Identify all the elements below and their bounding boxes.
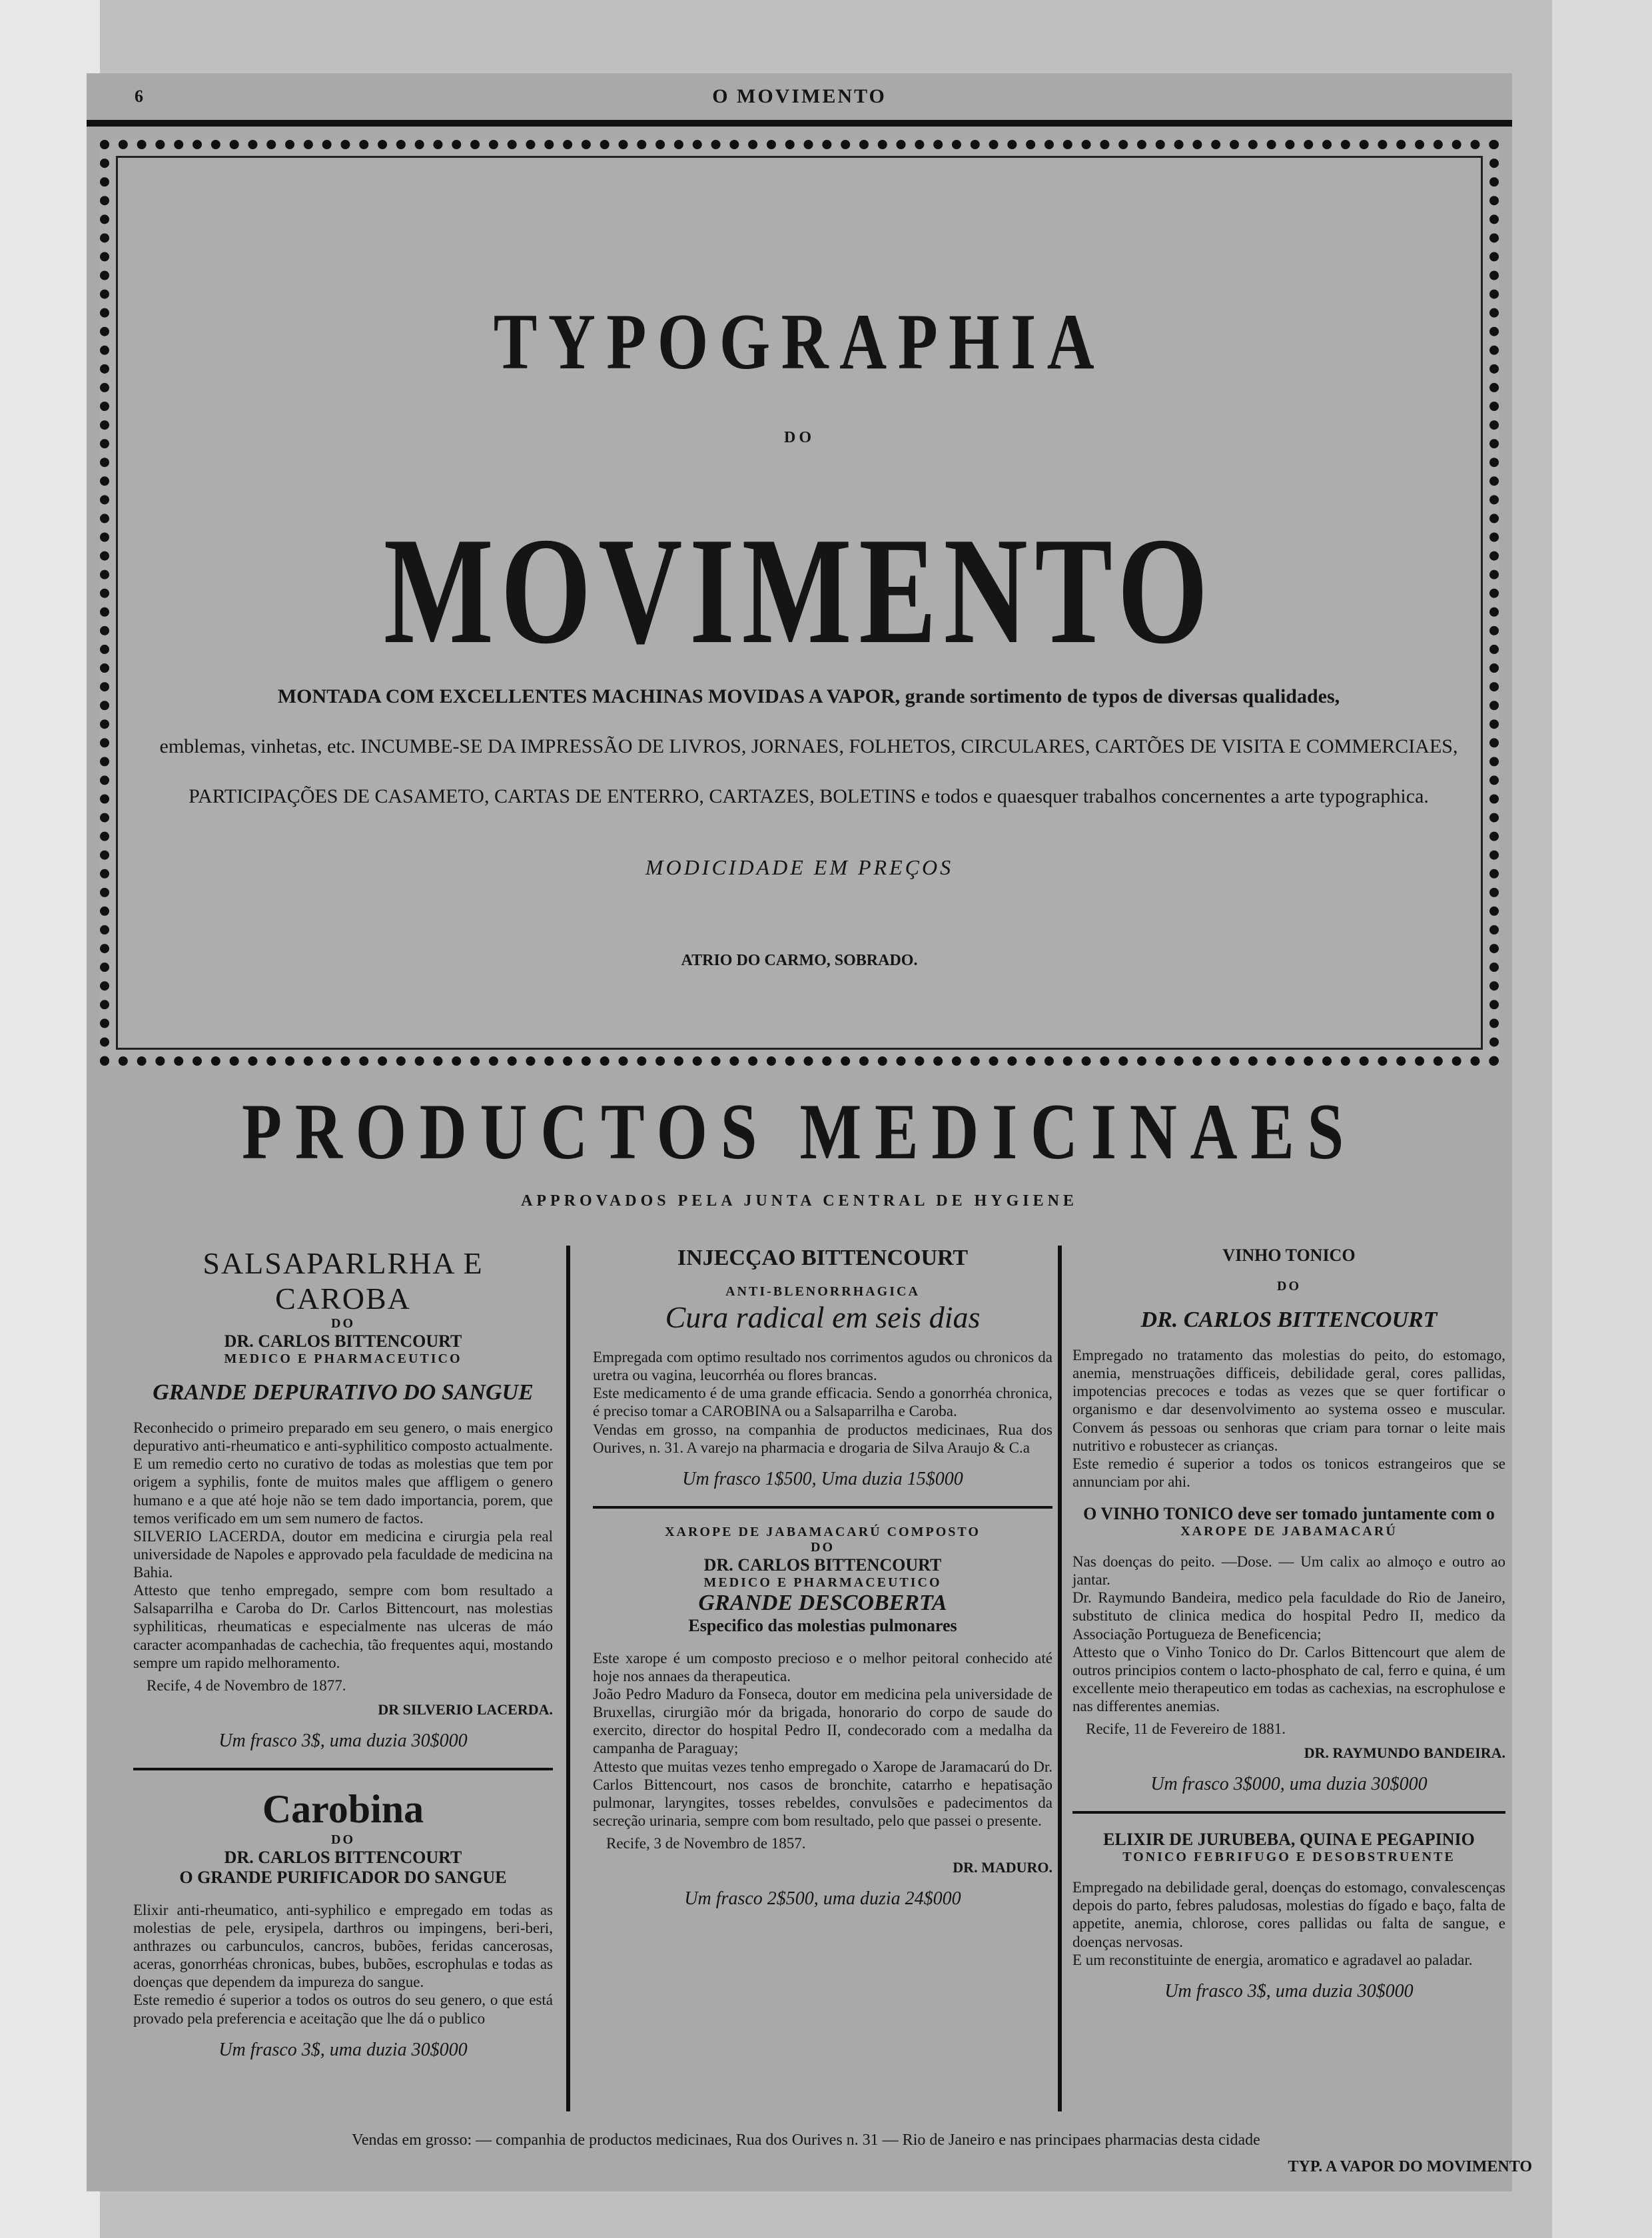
- xarope-doctor: DR. CARLOS BITTENCOURT: [703, 1555, 942, 1575]
- vinho-body-2: Este remedio é superior a todos os tonicos estrangeiros que se annunciam por ahi.: [1072, 1455, 1505, 1490]
- vinho-body-5: Attesto que o Vinho Tonico do Dr. Carlos Bittencourt que alem de outros principios contem o lacto-phosphato de cal, ferro e quina, é um excellente meio therapeutico em todas as cachexias, na escrophulose e nas differentes anemias.: [1072, 1643, 1505, 1714]
- elixir-body-2: E um reconstituinte de energia, aromatico e agradavel ao paladar.: [1072, 1951, 1473, 1968]
- elixir-sub: TONICO FEBRIFUGO E DESOBSTRUENTE: [1122, 1850, 1455, 1865]
- vinho-body-1: Empregado no tratamento das molestias do peito, do estomago, anemia, menstruações difficeis, debilidade geral, cores pallidas, impotencias precoces e todas as vezes que se quer fortificar o organismo e dar desenvolvimento ao systema osseo e muscular. Convem ás pessoas ou senhoras que criam para tornar o leite mais nutritivo e robustecer as crianças.: [1072, 1347, 1505, 1454]
- ad-do: DO: [784, 429, 815, 446]
- injeccao-title: INJECÇAO BITTENCOURT: [677, 1246, 969, 1270]
- footer-imprint: TYP. A VAPOR DO MOVIMENTO: [1288, 2158, 1532, 2175]
- footer-text: Vendas em grosso: — companhia de productos medicinaes, Rua dos Ourives n. 31 — Rio de Janeiro e nas principaes pharmacias desta cidade: [352, 2131, 1260, 2149]
- xarope-body-2: João Pedro Maduro da Fonseca, doutor em medicina pela universidade de Bruxellas, cirurgião mór da brigada, honorario do corpo de saude do exercito, director do hospital Pedro II, condecorado com a medalha da campanha de Paraguay;: [593, 1686, 1052, 1757]
- vinho-note-2: XAROPE DE JABAMACARÚ: [1180, 1524, 1398, 1539]
- carobina-subtitle: O GRANDE PURIFICADOR DO SANGUE: [179, 1867, 507, 1887]
- ad-title: TYPOGRAPHIA: [493, 297, 1106, 386]
- carobina-body-2: Este remedio é superior a todos os outros do seu genero, o que está provado pela preferencia e aceitação que lhe dá o publico: [133, 1992, 553, 2027]
- vinho-doctor: DR. CARLOS BITTENCOURT: [1140, 1307, 1438, 1332]
- xarope-do: DO: [811, 1539, 835, 1555]
- salsa-body-3: Attesto que tenho empregado, sempre com bom resultado a Salsaparrilha e Caroba do Dr. Carlos Bittencourt, nas molestias syphiliticas, rheumaticas e especialmente nas ulceras de máo caracter acompanhadas de cachechia, tão frequentes aqui, mostando sempre um rapido melhoramento.: [133, 1582, 553, 1671]
- running-head: O MOVIMENTO: [712, 85, 887, 107]
- scan-margin-right: [1552, 0, 1652, 2238]
- injeccao-script: Cura radical em seis dias: [665, 1300, 981, 1334]
- column-rule-2: [1058, 1246, 1062, 2111]
- carobina-price: Um frasco 3$, uma duzia 30$000: [218, 2039, 468, 2060]
- injeccao-sub: ANTI-BLENORRHAGICA: [725, 1284, 920, 1299]
- ad-address: ATRIO DO CARMO, SOBRADO.: [681, 952, 918, 969]
- carobina-title: Carobina: [262, 1786, 424, 1831]
- vinho-note: O VINHO TONICO deve ser tomado juntamente com o: [1083, 1504, 1495, 1523]
- salsa-place: Recife, 4 de Novembro de 1877.: [147, 1677, 346, 1694]
- carobina-do: DO: [331, 1832, 355, 1847]
- xarope-title: XAROPE DE JABAMACARÚ COMPOSTO: [665, 1524, 981, 1539]
- injeccao-body-1: Empregada com optimo resultado nos corrimentos agudos ou chronicos da uretra ou vagina, leucorrhéa ou flores brancas.: [593, 1349, 1052, 1384]
- xarope-body-3: Attesto que muitas vezes tenho empregado o Xarope de Jaramacarú do Dr. Carlos Bittencourt, nos casos de bronchite, catarrho e hepatisação pulmonar, laryngites, tosses rebeldes, convulsões e padecimentos da secreção urinaria, sempre com bom resultado, pelo que passei o presente.: [593, 1758, 1052, 1829]
- carobina-body-1: Elixir anti-rheumatico, anti-syphilico e empregado em todas as molestias de pele, erysipela, darthros ou impingens, beri-beri, anthrazes ou carbunculos, cancros, bubões, feridas cancerosas, aceras, gonorrhéas chronicas, bubes, bubões, escrophulas e todas as doenças que dependem da impureza do sangue.: [133, 1901, 553, 1991]
- page-number: 6: [135, 87, 143, 106]
- salsa-doctor: DR. CARLOS BITTENCOURT: [224, 1331, 462, 1351]
- ad-modicidade: MODICIDADE EM PREÇOS: [645, 855, 954, 879]
- elixir-body-1: Empregado na debilidade geral, doenças do estomago, convalescenças depois do parto, febres paludosas, molestias do fígado e baço, falta de appetite, anemia, chlorose, cores pallidas ou falta de sangue, e doenças nervosas.: [1072, 1879, 1505, 1950]
- products-subtitle: APPROVADOS PELA JUNTA CENTRAL DE HYGIENE: [521, 1192, 1078, 1210]
- elixir-title: ELIXIR DE JURUBEBA, QUINA E PEGAPINIO: [1103, 1830, 1475, 1850]
- injeccao-body-2: Este medicamento é de uma grande efficacia. Sendo a gonorrhéa chronica, é preciso tomar a CAROBINA ou a Salsaparrilha e Caroba.: [593, 1385, 1052, 1420]
- xarope-place: Recife, 3 de Novembro de 1857.: [606, 1835, 806, 1852]
- elixir-price: Um frasco 3$, uma duzia 30$000: [1164, 1980, 1414, 2002]
- salsa-role: MEDICO E PHARMACEUTICO: [224, 1351, 462, 1366]
- vinho-body-4: Dr. Raymundo Bandeira, medico pela faculdade do Rio de Janeiro, substituto de clinica medica do hospital Pedro II, medico da Associação Portugueza de Beneficencia;: [1072, 1589, 1505, 1643]
- vinho-signature: DR. RAYMUNDO BANDEIRA.: [1304, 1744, 1505, 1762]
- column-salsaparrilha: [133, 1246, 553, 2171]
- column-vinho: [1072, 1246, 1505, 2171]
- xarope-price: Um frasco 2$500, uma duzia 24$000: [684, 1888, 961, 1909]
- vinho-price: Um frasco 3$000, uma duzia 30$000: [1150, 1774, 1428, 1795]
- xarope-role: MEDICO E PHARMACEUTICO: [703, 1575, 942, 1590]
- salsa-body-2: SILVERIO LACERDA, doutor em medicina e cirurgia pela real universidade de Napoles e approvado pela faculdade de medicina na Bahia.: [133, 1527, 553, 1581]
- newspaper-page: [87, 73, 1532, 2191]
- xarope-subtitle: GRANDE DESCOBERTA: [698, 1590, 947, 1615]
- vinho-place: Recife, 11 de Fevereiro de 1881.: [1086, 1720, 1286, 1738]
- column-injeccao: [593, 1246, 1052, 2171]
- injeccao-body-3: Vendas em grosso, na companhia de productos medicinaes, Rua dos Ourives, n. 31. A varejo na pharmacia e drogaria de Silva Araujo & C.a: [593, 1421, 1052, 1456]
- vinho-body-3: Nas doenças do peito. —Dose. — Um calix ao almoço e outro ao jantar.: [1072, 1553, 1505, 1589]
- ad-line-2: emblemas, vinhetas, etc. INCUMBE-SE DA IMPRESSÃO DE LIVROS, JORNAES, FOLHETOS, CIRCULARES, CARTÕES DE VISITA E COMMERCIAES,: [159, 735, 1458, 757]
- salsa-do: DO: [331, 1316, 355, 1331]
- vinho-title: VINHO TONICO: [1222, 1246, 1356, 1265]
- salsa-signature: DR SILVERIO LACERDA.: [378, 1700, 553, 1718]
- vinho-do: DO: [1277, 1279, 1301, 1294]
- scan-margin-left: [0, 0, 100, 2238]
- xarope-signature: DR. MADURO.: [953, 1859, 1052, 1876]
- ad-movimento: MOVIMENTO: [383, 506, 1216, 675]
- ad-line-1: MONTADA COM EXCELLENTES MACHINAS MOVIDAS A VAPOR, grande sortimento de typos de diversas qualidades,: [277, 685, 1340, 707]
- salsa-subtitle: GRANDE DEPURATIVO DO SANGUE: [153, 1380, 534, 1405]
- header-rule: [87, 120, 1512, 127]
- ad-line-3: PARTICIPAÇÕES DE CASAMETO, CARTAS DE ENTERRO, CARTAZES, BOLETINS e todos e quaesquer trabalhos concernentes a arte typographica.: [189, 785, 1429, 807]
- xarope-body-1: Este xarope é um composto precioso e o melhor peitoral conhecido até hoje nos annaes da therapeutica.: [593, 1649, 1052, 1684]
- column-rule-1: [566, 1246, 570, 2111]
- xarope-subtitle-2: Especifico das molestias pulmonares: [688, 1615, 957, 1635]
- products-title: PRODUCTOS MEDICINAES: [242, 1087, 1357, 1176]
- salsa-price: Um frasco 3$, uma duzia 30$000: [218, 1730, 468, 1751]
- salsa-body-1: Reconhecido o primeiro preparado em seu genero, o mais energico depurativo anti-rheumatico e anti-syphilitico composto actualmente. E um remedio certo no curativo de todas as molestias que tem por origem a syphilis, fonte de muitos males que affligem o genero humano e a que até hoje não se tem dado importancia, porem, que temos verificado em um sem numero de factos.: [133, 1419, 553, 1527]
- carobina-doctor: DR. CARLOS BITTENCOURT: [224, 1847, 462, 1867]
- injeccao-divider: [593, 1506, 1052, 1509]
- typographia-advertisement: [100, 140, 1499, 1066]
- salsa-divider: [133, 1768, 553, 1770]
- vinho-divider: [1072, 1811, 1505, 1814]
- salsa-title: SALSAPARLRHA E CAROBA: [203, 1246, 484, 1315]
- injeccao-price: Um frasco 1$500, Uma duzia 15$000: [682, 1468, 963, 1489]
